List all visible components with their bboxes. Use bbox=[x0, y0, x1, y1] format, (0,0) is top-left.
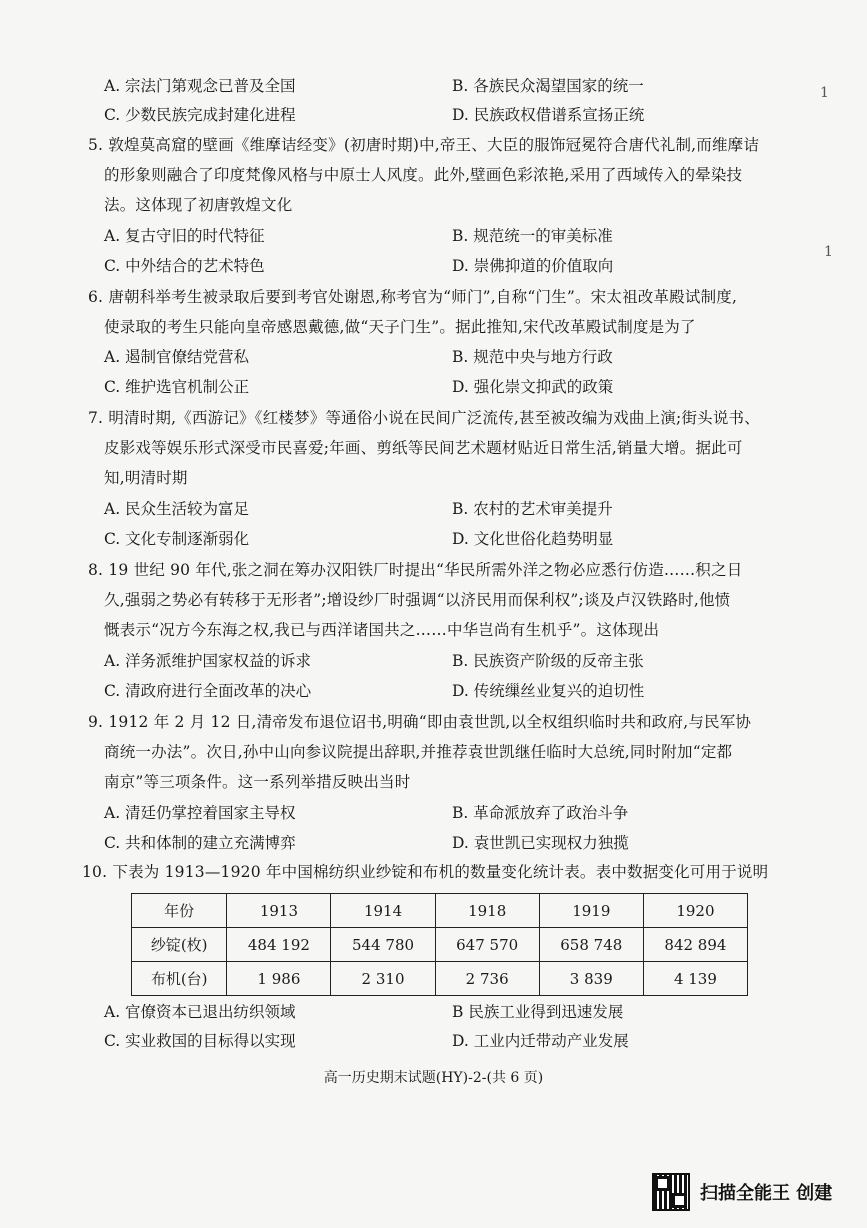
q4-option-d: D. 民族政权借谱系宣扬正统 bbox=[452, 106, 645, 124]
q7-option-d: D. 文化世俗化趋势明显 bbox=[452, 530, 614, 548]
q9-option-d: D. 袁世凯已实现权力独揽 bbox=[452, 834, 629, 852]
q7-option-b: B. 农村的艺术审美提升 bbox=[452, 500, 613, 518]
table-header-cell: 年份 bbox=[132, 894, 227, 928]
q7-option-c: C. 文化专制逐渐弱化 bbox=[104, 530, 250, 548]
q10-option-b: B 民族工业得到迅速发展 bbox=[452, 1003, 624, 1021]
q10-option-c: C. 实业救国的目标得以实现 bbox=[104, 1032, 296, 1050]
table-cell: 2 736 bbox=[435, 962, 539, 996]
q8-option-c: C. 清政府进行全面改革的决心 bbox=[104, 682, 312, 700]
q10-option-d: D. 工业内迁带动产业发展 bbox=[452, 1032, 629, 1050]
table-row bbox=[132, 962, 748, 996]
table-cell: 4 139 bbox=[643, 962, 747, 996]
q7-stem-line: 7. 明清时期,《西游记》《红楼梦》等通俗小说在民间广泛流传,甚至被改编为戏曲上演;街头说书、 bbox=[88, 409, 760, 427]
margin-mark: 1 bbox=[824, 244, 833, 260]
table-header-cell: 1918 bbox=[435, 894, 539, 928]
q10-option-a: A. 官僚资本已退出纺织领域 bbox=[104, 1003, 296, 1021]
table-cell: 3 839 bbox=[539, 962, 643, 996]
table-cell: 1 986 bbox=[227, 962, 331, 996]
table-cell: 布机(台) bbox=[132, 962, 227, 996]
table-cell: 2 310 bbox=[331, 962, 435, 996]
table-cell: 842 894 bbox=[643, 928, 747, 962]
table-cell: 纱锭(枚) bbox=[132, 928, 227, 962]
q8-stem-line: 慨表示“况方今东海之权,我已与西洋诸国共之……中华岂尚有生机乎”。这体现出 bbox=[104, 621, 660, 639]
q8-option-b: B. 民族资产阶级的反帝主张 bbox=[452, 652, 644, 670]
q6-option-c: C. 维护选官机制公正 bbox=[104, 378, 250, 396]
q9-option-a: A. 清廷仍掌控着国家主导权 bbox=[104, 804, 296, 822]
q6-stem-line: 使录取的考生只能向皇帝感恩戴德,做“天子门生”。据此推知,宋代改革殿试制度是为了 bbox=[104, 318, 696, 336]
scanner-watermark bbox=[652, 1170, 832, 1214]
table-cell: 484 192 bbox=[227, 928, 331, 962]
table-row bbox=[132, 928, 748, 962]
table-header-cell: 1914 bbox=[331, 894, 435, 928]
q4-option-a: A. 宗法门第观念已普及全国 bbox=[104, 77, 296, 95]
q5-stem-line: 法。这体现了初唐敦煌文化 bbox=[104, 196, 293, 214]
q9-option-c: C. 共和体制的建立充满博弈 bbox=[104, 834, 296, 852]
table-header-cell: 1920 bbox=[643, 894, 747, 928]
margin-mark: 1 bbox=[820, 85, 829, 101]
q7-stem-line: 知,明清时期 bbox=[104, 469, 188, 487]
q6-option-b: B. 规范中央与地方行政 bbox=[452, 348, 613, 366]
q9-stem-line: 9. 1912 年 2 月 12 日,清帝发布退位诏书,明确“即由袁世凯,以全权组织临时共和政府,与民军协 bbox=[88, 713, 752, 731]
q9-stem-line: 商统一办法”。次日,孙中山向参议院提出辞职,并推荐袁世凯继任临时大总统,同时附加“定都 bbox=[104, 743, 733, 761]
q8-stem-line: 8. 19 世纪 90 年代,张之洞在筹办汉阳铁厂时提出“华民所需外洋之物必应悉行仿造……积之日 bbox=[88, 561, 743, 579]
q5-option-c: C. 中外结合的艺术特色 bbox=[104, 257, 265, 275]
qr-code-icon bbox=[652, 1173, 690, 1211]
q8-option-a: A. 洋务派维护国家权益的诉求 bbox=[104, 652, 312, 670]
q5-stem-line: 的形象则融合了印度梵像风格与中原士人风度。此外,壁画色彩浓艳,采用了西域传入的晕染技 bbox=[104, 166, 743, 184]
q5-option-d: D. 崇佛抑道的价值取向 bbox=[452, 257, 614, 275]
statistics-table bbox=[131, 893, 748, 996]
q5-stem-line: 5. 敦煌莫高窟的壁画《维摩诘经变》(初唐时期)中,帝王、大臣的服饰冠冕符合唐代礼制,而维摩诘 bbox=[88, 136, 760, 154]
q7-option-a: A. 民众生活较为富足 bbox=[104, 500, 250, 518]
q8-stem-line: 久,强弱之势必有转移于无形者”;增设纱厂时强调“以济民用而保利权”;谈及卢汉铁路时,他愤 bbox=[104, 591, 731, 609]
table-header-cell: 1919 bbox=[539, 894, 643, 928]
q8-option-d: D. 传统缫丝业复兴的迫切性 bbox=[452, 682, 645, 700]
q7-stem-line: 皮影戏等娱乐形式深受市民喜爱;年画、剪纸等民间艺术题材贴近日常生活,销量大增。据此可 bbox=[104, 439, 743, 457]
table-cell: 544 780 bbox=[331, 928, 435, 962]
q9-stem-line: 南京”等三项条件。这一系列举措反映出当时 bbox=[104, 773, 411, 791]
q6-option-a: A. 遏制官僚结党营私 bbox=[104, 348, 250, 366]
q6-stem-line: 6. 唐朝科举考生被录取后要到考官处谢恩,称考官为“师门”,自称“门生”。宋太祖改革殿试制度, bbox=[88, 288, 738, 306]
q10-stem-line: 10. 下表为 1913—1920 年中国棉纺织业纱锭和布机的数量变化统计表。表中数据变化可用于说明 bbox=[82, 863, 769, 881]
q9-option-b: B. 革命派放弃了政治斗争 bbox=[452, 804, 629, 822]
page-footer: 高一历史期末试题(HY)-2-(共 6 页) bbox=[323, 1070, 544, 1086]
table-header-row bbox=[132, 894, 748, 928]
table-cell: 658 748 bbox=[539, 928, 643, 962]
q4-option-c: C. 少数民族完成封建化进程 bbox=[104, 106, 296, 124]
q4-option-b: B. 各族民众渴望国家的统一 bbox=[452, 77, 644, 95]
table-header-cell: 1913 bbox=[227, 894, 331, 928]
q6-option-d: D. 强化崇文抑武的政策 bbox=[452, 378, 614, 396]
q5-option-b: B. 规范统一的审美标准 bbox=[452, 227, 613, 245]
watermark-text: 扫描全能王 创建 bbox=[700, 1183, 833, 1204]
table-cell: 647 570 bbox=[435, 928, 539, 962]
q5-option-a: A. 复古守旧的时代特征 bbox=[104, 227, 265, 245]
